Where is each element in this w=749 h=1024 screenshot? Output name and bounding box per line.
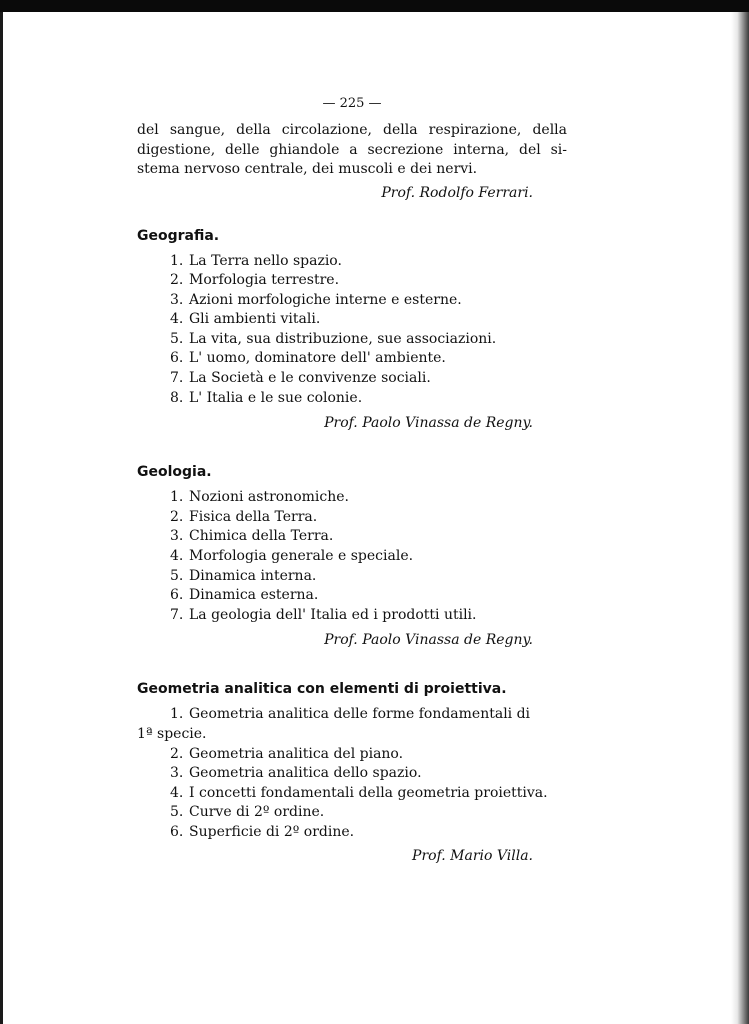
list-item: 4. Morfologia generale e speciale. [170,548,414,565]
list-item: 6. L' uomo, dominatore dell' ambiente. [170,350,446,367]
list-geografia [137,252,567,409]
book-page [137,96,567,867]
list-item: 1. Nozioni astronomiche. [170,489,349,506]
list-item: 4. I concetti fondamentali della geometria proiettiva. [170,784,548,801]
signature-villa: Prof. Mario Villa. [412,847,533,864]
section-heading-geologia: Geologia. [137,464,212,481]
signature-vinassa-1: Prof. Paolo Vinassa de Regny. [324,415,533,432]
list-item: 7. La geologia dell' Italia ed i prodotti utili. [170,606,477,623]
list-item: 3. Azioni morfologiche interne e esterne. [170,291,462,308]
list-item: 3. Geometria analitica dello spazio. [170,765,422,782]
list-geometria [137,705,567,842]
scan-top-border [0,0,749,12]
list-geologia [137,488,567,625]
list-item: 3. Chimica della Terra. [170,528,334,545]
list-item-continuation: 1ª specie. [137,726,207,742]
section-heading-geografia: Geografia. [137,227,220,244]
list-item: 4. Gli ambienti vitali. [170,311,321,328]
list-item: 2. Geometria analitica del piano. [170,745,404,762]
list-item: 7. La Società e le convivenze sociali. [170,370,431,387]
list-item: 6. Superficie di 2º ordine. [170,823,355,840]
list-item: 1. La Terra nello spazio. [170,252,342,269]
list-item: 5. La vita, sua distribuzione, sue associazioni. [170,330,497,347]
scan-left-edge [0,12,3,1024]
list-item: 5. Curve di 2º ordine. [170,804,325,821]
list-item: 5. Dinamica interna. [170,567,317,584]
page-number: — 225 — [322,96,382,111]
section-heading-geometria: Geometria analitica con elementi di proiettiva. [137,681,507,698]
signature-ferrari: Prof. Rodolfo Ferrari. [381,184,533,201]
list-item: 8. L' Italia e le sue colonie. [170,389,363,406]
list-item: 1. Geometria analitica delle forme fondamentali di [170,706,531,723]
list-item: 6. Dinamica esterna. [170,587,319,604]
signature-vinassa-2: Prof. Paolo Vinassa de Regny. [324,632,533,649]
scan-right-edge [731,12,749,1024]
intro-paragraph: del sangue, della circolazione, della respirazione, della digestione, delle ghiandole a secrezione interna, del si- stema nervoso centrale, dei muscoli e dei nervi. [137,122,567,177]
list-item: 2. Morfologia terrestre. [170,272,340,289]
list-item: 2. Fisica della Terra. [170,508,318,525]
